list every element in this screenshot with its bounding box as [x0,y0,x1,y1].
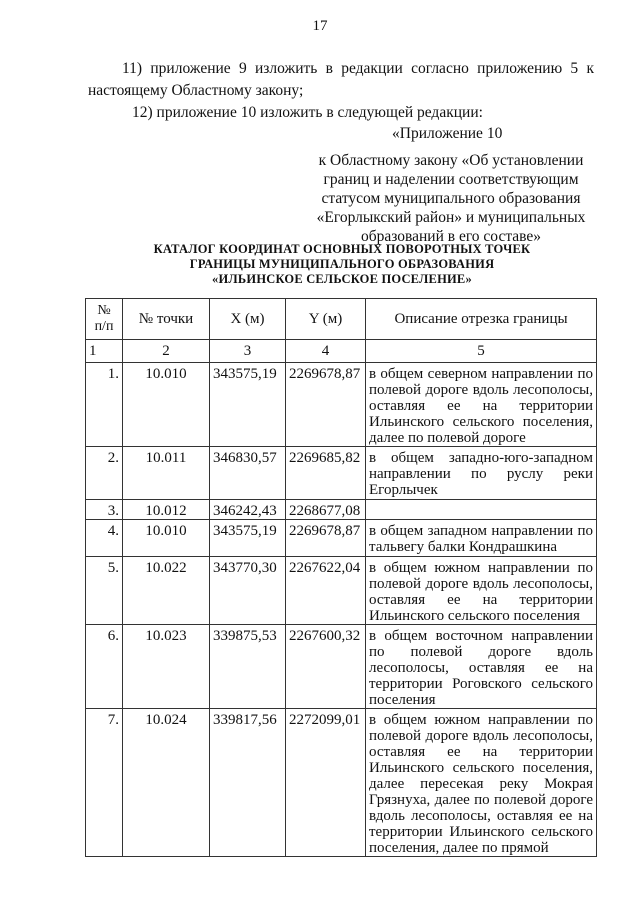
cell-description: в общем западно-юго-западном направлении по руслу реки Егорлычек [366,447,597,500]
header-num-line-1: № [97,303,111,318]
cell-point: 10.023 [123,625,210,709]
cell-y: 2269678,87 [286,520,366,557]
appendix-line: границ и наделении соответствующим [323,171,579,188]
table-row [86,447,597,500]
catalog-title-line: КАТАЛОГ КООРДИНАТ ОСНОВНЫХ ПОВОРОТНЫХ ТОЧЕК [153,242,531,256]
cell-point: 10.010 [123,363,210,447]
paragraph-11-line-2: настоящему Областному закону; [88,82,304,99]
header-x: X (м) [210,299,286,340]
cell-description [366,500,597,520]
cell-x: 339875,53 [210,625,286,709]
header-num-line-2: п/п [94,319,114,334]
appendix-line: «Егорлыкский район» и муниципальных [316,209,586,226]
column-index: 5 [366,340,597,363]
cell-y: 2269685,82 [286,447,366,500]
table-row [86,625,597,709]
cell-x: 343575,19 [210,520,286,557]
appendix-line: к Областному закону «Об установлении [318,152,584,169]
coordinates-table [85,298,597,857]
page-number: 17 [312,18,328,34]
cell-description: в общем южном направлении по полевой дороге вдоль лесополосы, оставляя ее на территории Ильинского сельского поселения [366,557,597,625]
table-header-row [86,299,597,340]
paragraph-12: 12) приложение 10 изложить в следующей редакции: [132,104,483,121]
cell-y: 2267622,04 [286,557,366,625]
column-index: 4 [286,340,366,363]
cell-num: 1. [86,363,123,447]
catalog-title-line: ГРАНИЦЫ МУНИЦИПАЛЬНОГО ОБРАЗОВАНИЯ [189,257,495,271]
header-point: № точки [123,299,210,340]
column-index: 1 [86,340,123,363]
table-row [86,520,597,557]
appendix-title: «Приложение 10 [392,125,503,142]
cell-y: 2268677,08 [286,500,366,520]
cell-x: 343770,30 [210,557,286,625]
cell-num: 4. [86,520,123,557]
cell-x: 339817,56 [210,709,286,857]
cell-x: 346242,43 [210,500,286,520]
appendix-reference [308,151,594,246]
cell-point: 10.011 [123,447,210,500]
header-num [86,299,123,340]
header-y: Y (м) [286,299,366,340]
table-row [86,709,597,857]
cell-num: 7. [86,709,123,857]
cell-num: 5. [86,557,123,625]
catalog-title-line: «ИЛЬИНСКОЕ СЕЛЬСКОЕ ПОСЕЛЕНИЕ» [212,272,472,286]
cell-num: 6. [86,625,123,709]
cell-point: 10.012 [123,500,210,520]
cell-description: в общем западном направлении по тальвегу балки Кондрашкина [366,520,597,557]
cell-point: 10.010 [123,520,210,557]
cell-x: 343575,19 [210,363,286,447]
paragraph-11-line-1: 11) приложение 9 изложить в редакции согласно приложению 5 к [122,60,594,77]
table-row [86,500,597,520]
paragraph-11 [88,58,594,102]
cell-description: в общем восточном направлении по полевой дороге вдоль лесополосы, оставляя ее на территории Роговского сельского поселения [366,625,597,709]
catalog-title [90,242,594,287]
cell-description: в общем северном направлении по полевой дороге вдоль лесополосы, оставляя ее на территории Ильинского сельского поселения, далее по полевой дороге [366,363,597,447]
cell-y: 2267600,32 [286,625,366,709]
appendix-line: статусом муниципального образования [321,190,581,207]
column-index: 2 [123,340,210,363]
cell-description: в общем южном направлении по полевой дороге вдоль лесополосы, оставляя ее на территории Ильинского сельского поселения, далее пересекая реку Мокрая Грязнуха, далее по полевой дороге вдоль лесополосы, оставляя ее на территории Ильинского сельского поселения, далее по прямой [366,709,597,857]
cell-point: 10.024 [123,709,210,857]
cell-y: 2272099,01 [286,709,366,857]
header-description: Описание отрезка границы [366,299,597,340]
cell-num: 3. [86,500,123,520]
appendix-line: образований в его составе» [360,228,542,245]
cell-x: 346830,57 [210,447,286,500]
column-index: 3 [210,340,286,363]
cell-num: 2. [86,447,123,500]
cell-y: 2269678,87 [286,363,366,447]
column-index-row [86,340,597,363]
table-row [86,557,597,625]
table-row [86,363,597,447]
cell-point: 10.022 [123,557,210,625]
